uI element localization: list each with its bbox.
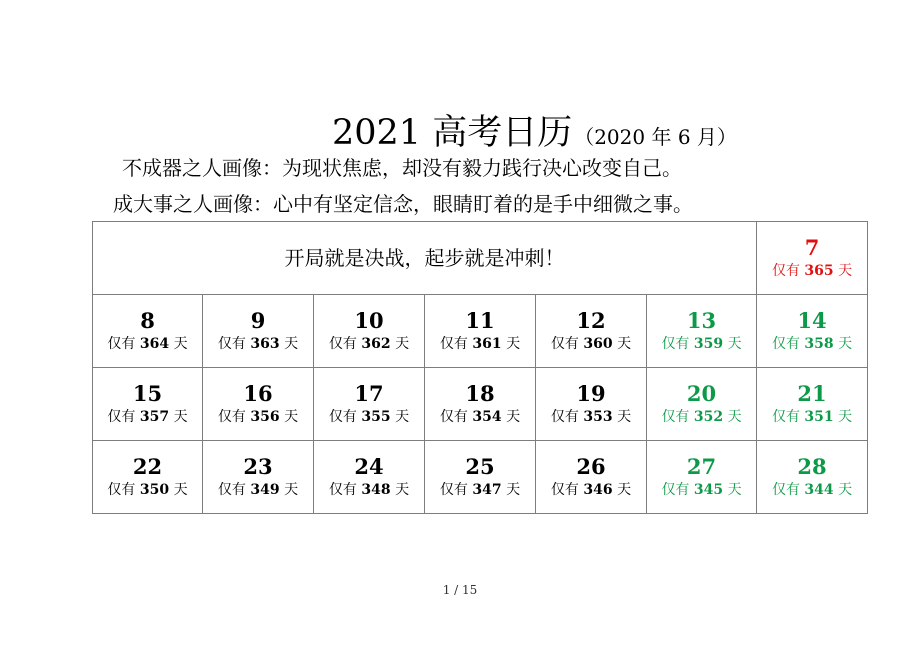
day-number: 10 <box>354 308 384 333</box>
day-number: 16 <box>243 381 273 406</box>
week-row <box>93 295 868 368</box>
days-remaining <box>93 408 202 426</box>
days-remaining-suffix: 天 <box>284 336 299 352</box>
day-cell <box>536 295 647 368</box>
days-remaining-suffix: 天 <box>617 409 632 425</box>
day-cell <box>536 441 647 514</box>
days-remaining-count: 347 <box>472 482 502 498</box>
day-cell <box>757 441 868 514</box>
day-number: 11 <box>465 308 495 333</box>
days-remaining-prefix: 仅有 <box>661 409 690 425</box>
day-cell <box>757 222 868 295</box>
day-number: 27 <box>686 454 717 479</box>
calendar-header-row <box>93 222 868 295</box>
days-remaining-count: 365 <box>804 263 834 279</box>
day-number: 13 <box>686 308 717 333</box>
countdown-calendar-table <box>92 221 868 514</box>
days-remaining <box>93 481 202 499</box>
days-remaining-suffix: 天 <box>617 482 632 498</box>
slogan-text: 开局就是决战，起步就是冲刺！ <box>284 246 565 270</box>
day-cell <box>425 368 536 441</box>
week-row <box>93 368 868 441</box>
title-row <box>332 110 737 160</box>
days-remaining-suffix: 天 <box>506 409 521 425</box>
days-remaining-suffix: 天 <box>838 409 853 425</box>
day-cell <box>647 295 757 368</box>
days-remaining-count: 362 <box>361 336 391 352</box>
days-remaining-count: 364 <box>139 336 170 352</box>
days-remaining <box>203 335 313 353</box>
days-remaining-suffix: 天 <box>838 263 853 279</box>
days-remaining-prefix: 仅有 <box>328 336 357 352</box>
days-remaining-suffix: 天 <box>173 336 188 352</box>
days-remaining-suffix: 天 <box>395 336 410 352</box>
week-row <box>93 441 868 514</box>
days-remaining-suffix: 天 <box>173 482 188 498</box>
days-remaining-count: 354 <box>472 409 502 425</box>
days-remaining-suffix: 天 <box>395 482 410 498</box>
day-number: 24 <box>354 454 384 479</box>
day-number: 14 <box>797 308 827 333</box>
day-number: 18 <box>465 381 495 406</box>
days-remaining <box>757 335 867 353</box>
day-cell <box>314 441 425 514</box>
day-number: 22 <box>132 454 163 479</box>
days-remaining <box>314 408 424 426</box>
days-remaining <box>203 481 313 499</box>
days-remaining-prefix: 仅有 <box>439 336 468 352</box>
day-number: 20 <box>686 381 717 406</box>
day-number: 7 <box>804 235 820 260</box>
days-remaining <box>757 481 867 499</box>
days-remaining <box>314 335 424 353</box>
calendar-weeks <box>93 295 868 514</box>
days-remaining-count: 346 <box>583 482 613 498</box>
days-remaining-prefix: 仅有 <box>771 409 800 425</box>
day-cell <box>757 368 868 441</box>
days-remaining-count: 359 <box>693 336 724 352</box>
page-title: 2021 高考日历 <box>332 113 573 153</box>
days-remaining-count: 348 <box>361 482 391 498</box>
days-remaining-count: 360 <box>583 336 613 352</box>
days-remaining-count: 355 <box>361 409 391 425</box>
day-cell <box>93 441 203 514</box>
day-number: 9 <box>250 308 266 333</box>
page-subtitle: （2020 年 6 月） <box>574 125 737 149</box>
days-remaining <box>647 481 756 499</box>
days-remaining-suffix: 天 <box>727 336 742 352</box>
day-number: 21 <box>797 381 827 406</box>
day-number: 19 <box>576 381 606 406</box>
days-remaining-prefix: 仅有 <box>550 409 579 425</box>
day-number: 17 <box>354 381 384 406</box>
days-remaining-prefix: 仅有 <box>217 336 246 352</box>
day-cell <box>757 295 868 368</box>
days-remaining <box>757 408 867 426</box>
day-cell <box>314 295 425 368</box>
days-remaining-count: 353 <box>583 409 613 425</box>
days-remaining-count: 344 <box>804 482 834 498</box>
days-remaining-prefix: 仅有 <box>107 409 136 425</box>
days-remaining-count: 358 <box>804 336 834 352</box>
days-remaining-count: 356 <box>250 409 280 425</box>
days-remaining <box>536 481 646 499</box>
days-remaining <box>536 335 646 353</box>
day-cell <box>203 441 314 514</box>
days-remaining-prefix: 仅有 <box>328 482 357 498</box>
days-remaining-suffix: 天 <box>173 409 188 425</box>
days-remaining-prefix: 仅有 <box>550 336 579 352</box>
days-remaining-prefix: 仅有 <box>107 482 136 498</box>
days-remaining-count: 351 <box>804 409 834 425</box>
day-number: 23 <box>243 454 273 479</box>
days-remaining-count: 357 <box>139 409 170 425</box>
days-remaining-suffix: 天 <box>284 409 299 425</box>
day-cell <box>93 295 203 368</box>
day-number: 26 <box>576 454 606 479</box>
page-number: 1 / 15 <box>442 583 478 597</box>
slogan-cell <box>93 222 757 295</box>
days-remaining-prefix: 仅有 <box>550 482 579 498</box>
day-cell <box>425 295 536 368</box>
days-remaining-suffix: 天 <box>395 409 410 425</box>
motto-line-2: 成大事之人画像：心中有坚定信念，眼睛盯着的是手中细微之事。 <box>113 192 693 216</box>
days-remaining-count: 363 <box>250 336 280 352</box>
days-remaining-prefix: 仅有 <box>328 409 357 425</box>
day-cell <box>314 368 425 441</box>
days-remaining-suffix: 天 <box>284 482 299 498</box>
days-remaining-prefix: 仅有 <box>771 263 800 279</box>
days-remaining-prefix: 仅有 <box>107 336 136 352</box>
days-remaining-prefix: 仅有 <box>771 336 800 352</box>
days-remaining-suffix: 天 <box>838 336 853 352</box>
day-cell <box>647 441 757 514</box>
day-cell <box>647 368 757 441</box>
days-remaining-count: 345 <box>693 482 724 498</box>
days-remaining-count: 352 <box>693 409 724 425</box>
day-number: 28 <box>797 454 827 479</box>
day-number: 25 <box>465 454 495 479</box>
day-number: 15 <box>132 381 163 406</box>
day-number: 8 <box>140 308 155 333</box>
days-remaining-prefix: 仅有 <box>439 409 468 425</box>
days-remaining-count: 350 <box>139 482 170 498</box>
day-cell <box>203 295 314 368</box>
days-remaining <box>647 335 756 353</box>
days-remaining <box>425 335 535 353</box>
days-remaining-prefix: 仅有 <box>439 482 468 498</box>
days-remaining-count: 361 <box>472 336 502 352</box>
days-remaining-prefix: 仅有 <box>217 482 246 498</box>
days-remaining <box>314 481 424 499</box>
day-cell <box>425 441 536 514</box>
days-remaining-suffix: 天 <box>727 482 742 498</box>
days-remaining <box>425 408 535 426</box>
days-remaining <box>647 408 756 426</box>
days-remaining-suffix: 天 <box>506 482 521 498</box>
days-remaining-suffix: 天 <box>838 482 853 498</box>
days-remaining <box>203 408 313 426</box>
day-cell <box>203 368 314 441</box>
days-remaining-prefix: 仅有 <box>661 336 690 352</box>
days-remaining-count: 349 <box>250 482 280 498</box>
motto-line-1: 不成器之人画像：为现状焦虑，却没有毅力践行决心改变自己。 <box>122 156 682 180</box>
days-remaining-suffix: 天 <box>727 409 742 425</box>
days-remaining-suffix: 天 <box>617 336 632 352</box>
days-remaining <box>757 262 867 280</box>
days-remaining-prefix: 仅有 <box>771 482 800 498</box>
days-remaining-suffix: 天 <box>506 336 521 352</box>
days-remaining-prefix: 仅有 <box>661 482 690 498</box>
day-cell <box>536 368 647 441</box>
days-remaining <box>93 335 202 353</box>
day-number: 12 <box>576 308 606 333</box>
day-cell <box>93 368 203 441</box>
days-remaining-prefix: 仅有 <box>217 409 246 425</box>
days-remaining <box>536 408 646 426</box>
days-remaining <box>425 481 535 499</box>
